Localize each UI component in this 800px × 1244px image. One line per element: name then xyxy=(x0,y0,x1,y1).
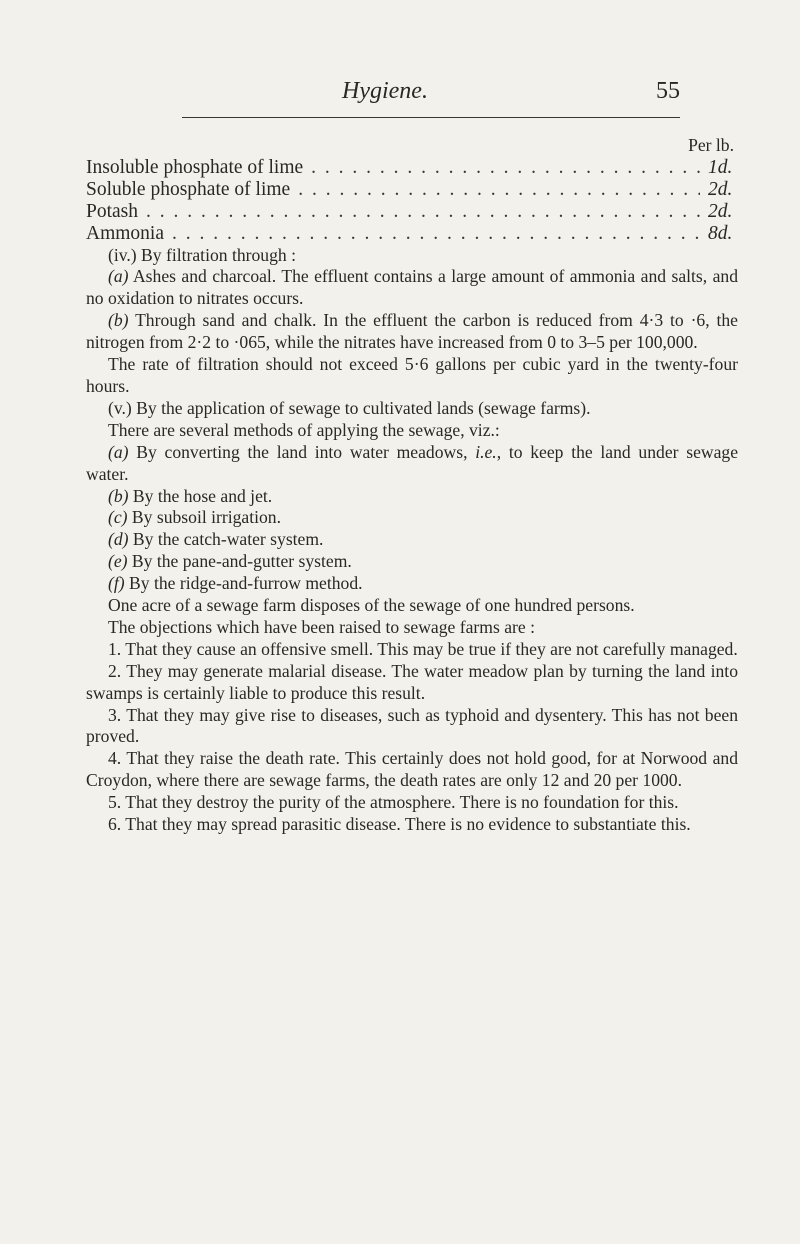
objection-item: 2. They may generate malarial disease. The water meadow plan by turning the land into swamps is certainly liable to produce this result. xyxy=(86,660,738,703)
filtration-rate: The rate of filtration should not exceed 5·6 gallons per cubic yard in the twenty-four hours. xyxy=(86,354,738,396)
dot-leader xyxy=(146,201,700,223)
farm-method-b xyxy=(86,486,738,508)
objections-intro: The objections which have been raised to sewage farms are : xyxy=(108,616,535,637)
price-unit-header: Per lb. xyxy=(688,135,734,155)
ie-abbrev: i.e. xyxy=(475,441,497,462)
price-item: Ammonia xyxy=(86,222,164,244)
method-text: By the ridge-and-furrow method. xyxy=(124,573,363,594)
method-text: Through sand and chalk. In the effluent the carbon is reduced from 4·3 to ·6, the nitrogen from 2·2 to ·065, while the nitrates have increased from 0 to 3–5 per 100,000. xyxy=(86,310,738,353)
filtration-heading: (iv.) By filtration through : xyxy=(108,244,296,265)
method-label: (e) xyxy=(108,551,128,572)
price-value: 2d. xyxy=(708,178,733,200)
farms-heading: (v.) By the application of sewage to cultivated lands (sewage farms). xyxy=(108,397,591,418)
header-rule xyxy=(182,117,680,118)
farm-capacity: One acre of a sewage farm disposes of the sewage of one hundred persons. xyxy=(108,595,635,616)
farm-method-a xyxy=(86,442,738,486)
method-label: (c) xyxy=(108,507,128,528)
farm-method-c xyxy=(86,507,738,529)
running-title: Hygiene. xyxy=(342,78,428,104)
method-label: (f) xyxy=(108,573,125,594)
farm-method-d xyxy=(86,529,738,551)
body-text xyxy=(86,135,738,836)
method-text: By the hose and jet. xyxy=(128,485,273,506)
objection-item: 1. That they cause an offensive smell. This may be true if they are not carefully managed. xyxy=(108,638,738,659)
price-row xyxy=(86,223,738,245)
method-label: (b) xyxy=(108,310,129,331)
method-text: By the pane-and-gutter system. xyxy=(127,551,352,572)
dot-leader xyxy=(172,223,700,245)
objection-item: 3. That they may give rise to diseases, such as typhoid and dysentery. This has not been proved. xyxy=(86,704,738,747)
method-text: By subsoil irrigation. xyxy=(127,507,281,528)
running-head xyxy=(184,78,680,105)
method-label: (a) xyxy=(108,441,129,462)
price-row xyxy=(86,179,738,201)
method-label: (d) xyxy=(108,529,129,550)
objection-item: 4. That they raise the death rate. This certainly does not hold good, for at Norwood and Croydon, where there are sewage farms, the death rates are only 12 and 20 per 1000. xyxy=(86,748,738,791)
farms-intro: There are several methods of applying the sewage, viz.: xyxy=(108,419,500,440)
method-label: (a) xyxy=(108,266,129,287)
filtration-method-a xyxy=(86,266,738,310)
price-value: 8d. xyxy=(708,222,733,244)
dot-leader xyxy=(311,157,700,179)
page-number: 55 xyxy=(656,78,680,104)
method-label: (b) xyxy=(108,485,129,506)
objection-item: 5. That they destroy the purity of the atmosphere. There is no foundation for this. xyxy=(108,792,679,813)
price-value: 2d. xyxy=(708,200,733,222)
objection-item: 6. That they may spread parasitic disease. There is no evidence to substantiate this. xyxy=(108,814,691,835)
price-item: Potash xyxy=(86,200,139,222)
price-item: Insoluble phosphate of lime xyxy=(86,156,304,178)
price-value: 1d. xyxy=(708,156,733,178)
filtration-method-b xyxy=(86,310,738,354)
price-row xyxy=(86,201,738,223)
price-item: Soluble phosphate of lime xyxy=(86,178,291,200)
farm-method-e xyxy=(86,551,738,573)
method-text: , to keep the land under sewage water. xyxy=(86,441,738,484)
price-row xyxy=(86,157,738,179)
dot-leader xyxy=(298,179,700,201)
method-text: Ashes and charcoal. The effluent contains a large amount of ammonia and salts, and no oxidation to nitrates occurs. xyxy=(86,266,738,309)
method-text: By converting the land into water meadows, xyxy=(128,441,476,462)
farm-method-f xyxy=(86,573,738,595)
method-text: By the catch-water system. xyxy=(128,529,324,550)
